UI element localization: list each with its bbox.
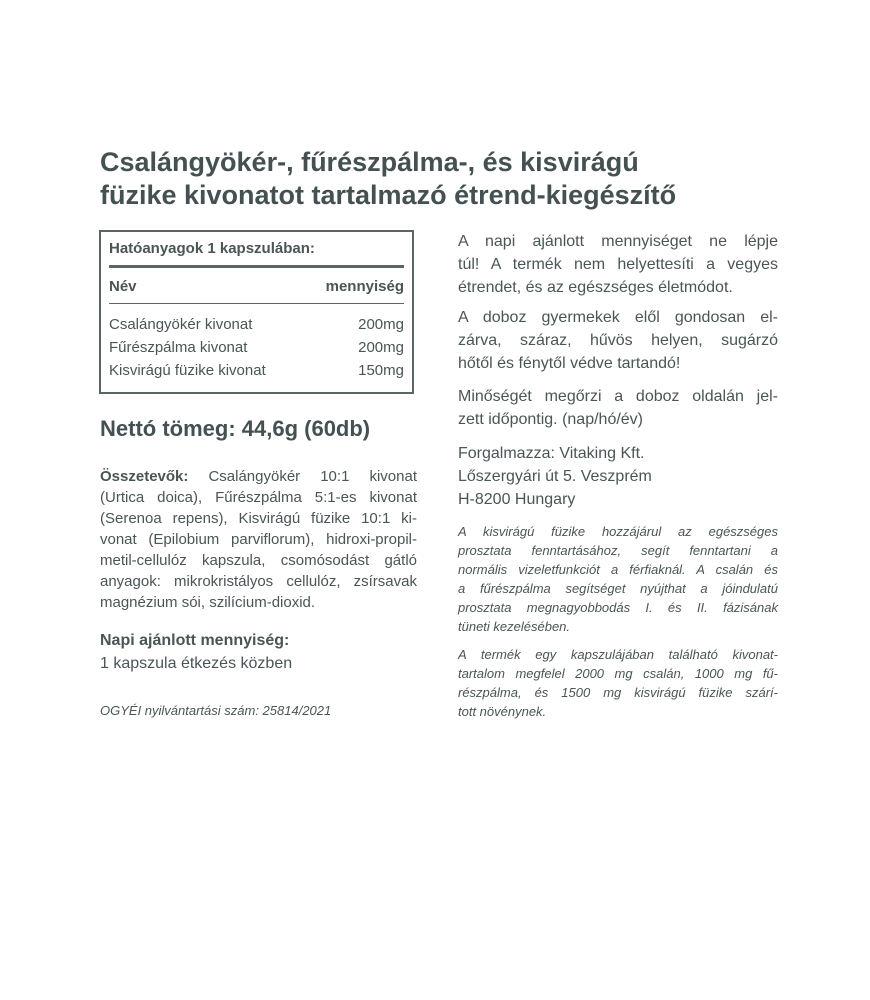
storage-paragraph (458, 306, 778, 375)
title-line-2: füzike kivonatot tartalmazó étrend-kiegészítő (100, 180, 677, 210)
table-divider-thin (109, 303, 404, 304)
row-name: Kisvirágú füzike kivonat (109, 362, 266, 379)
shelf-life-paragraph (458, 385, 778, 431)
daily-dose-heading: Napi ajánlott mennyiség: (100, 632, 290, 649)
ingredients-line: (Serenoa repens), Kisvirágú füzike 10:1 ki- (100, 510, 417, 527)
text-line: tott növénynek. (458, 704, 547, 719)
text-line: Forgalmazza: Vitaking Kft. (458, 445, 645, 462)
health-claim-paragraph (458, 522, 778, 636)
text-line: részpálma, és 1500 mg kisvirágú füzike szárí- (458, 685, 778, 700)
text-line: A kisvirágú füzike hozzájárul az egészséges (458, 524, 778, 539)
text-line: zett időpontig. (nap/hó/év) (458, 411, 644, 428)
row-name: Csalángyökér kivonat (109, 316, 253, 333)
text-line: zárva, száraz, hűvös helyen, sugárzó (458, 332, 778, 349)
table-caption: Hatóanyagok 1 kapszulában: (109, 240, 315, 257)
registration-number: OGYÉI nyilvántartási szám: 25814/2021 (100, 703, 332, 718)
ingredients-line: vonat (Epilobium parviflorum), hidroxi-propil- (100, 531, 417, 548)
net-weight: Nettó tömeg: 44,6g (60db) (100, 416, 371, 441)
distributor-paragraph (458, 442, 778, 511)
warning-paragraph (458, 230, 778, 299)
row-quantity: 150mg (358, 362, 404, 379)
text-line: Lőszergyári út 5. Veszprém (458, 468, 652, 485)
text-line: túl! A termék nem helyettesíti a vegyes (458, 256, 778, 273)
text-line: hőtől és fénytől védve tartandó! (458, 355, 681, 372)
row-quantity: 200mg (358, 339, 404, 356)
ingredients-text: Csalángyökér 10:1 kivonat (188, 468, 417, 485)
text-line: a fűrészpálma segítséget nyújthat a jóindulatú (458, 581, 778, 596)
active-ingredients-table (99, 230, 414, 394)
extract-equivalence-paragraph (458, 645, 778, 721)
row-name: Fűrészpálma kivonat (109, 339, 248, 356)
text-line: Minőségét megőrzi a doboz oldalán jel- (458, 388, 778, 405)
text-line: normális vizeletfunkciót a férfiaknál. A csalán és (458, 562, 778, 577)
text-line: A doboz gyermekek elől gondosan el- (458, 309, 778, 326)
text-line: tüneti kezelésében. (458, 619, 571, 634)
title-line-1: Csalángyökér-, fűrészpálma-, és kisvirágú (100, 147, 639, 177)
text-line: prosztata fenntartásához, segít fenntartani a (458, 543, 778, 558)
table-header-name: Név (109, 278, 137, 295)
text-line: tartalom megfelel 2000 mg csalán, 1000 mg fű- (458, 666, 778, 681)
text-line: étrendet, és az egészséges életmódot. (458, 279, 733, 296)
table-header-quantity: mennyiség (325, 278, 404, 295)
ingredients-line: (Urtica doica), Fűrészpálma 5:1-es kivonat (100, 489, 417, 506)
text-line: A napi ajánlott mennyiséget ne lépje (458, 233, 778, 250)
table-row (109, 339, 404, 361)
daily-dose-value: 1 kapszula étkezés közben (100, 655, 293, 672)
ingredients-label: Összetevők: (100, 468, 189, 485)
ingredients-line: anyagok: mikrokristályos cellulóz, zsírsavak (100, 573, 417, 590)
ingredients-line: metil-cellulóz kapszula, csomósodást gátló (100, 552, 417, 569)
table-divider-thick (109, 265, 404, 268)
table-row (109, 316, 404, 338)
ingredients-line (100, 466, 417, 487)
ingredients-line: magnézium sói, szilícium-dioxid. (100, 594, 316, 611)
table-row (109, 362, 404, 384)
row-quantity: 200mg (358, 316, 404, 333)
product-title (100, 146, 840, 212)
ingredients-paragraph (100, 466, 417, 613)
text-line: A termék egy kapszulájában található kivonat- (458, 647, 778, 662)
text-line: prosztata megnagyobbodás I. és II. fázisának (458, 600, 778, 615)
text-line: H-8200 Hungary (458, 491, 576, 508)
